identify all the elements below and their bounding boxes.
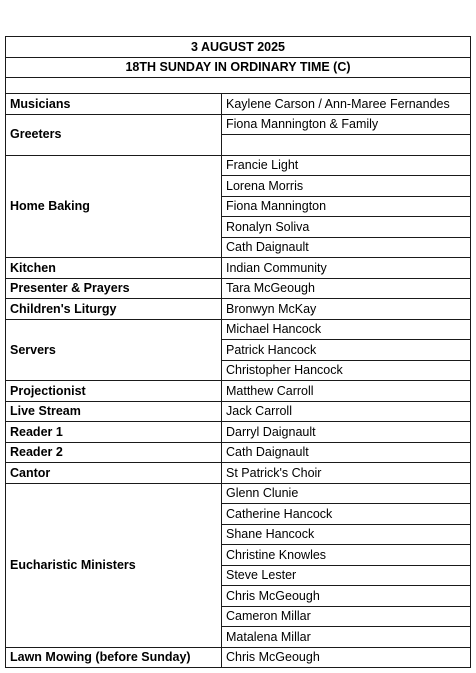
roster-row xyxy=(6,94,471,115)
role-cell: Live Stream xyxy=(6,401,222,422)
name-cell: Ronalyn Soliva xyxy=(222,217,471,238)
name-cell: Shane Hancock xyxy=(222,524,471,545)
occasion-row xyxy=(6,57,471,78)
name-cell: Cath Daignault xyxy=(222,442,471,463)
name-cell: Darryl Daignault xyxy=(222,422,471,443)
role-cell: Eucharistic Ministers xyxy=(6,483,222,647)
name-cell: Cameron Millar xyxy=(222,606,471,627)
roster-row xyxy=(6,381,471,402)
role-cell: Greeters xyxy=(6,114,222,155)
name-cell: Bronwyn McKay xyxy=(222,299,471,320)
roster-row xyxy=(6,299,471,320)
roster-occasion: 18TH SUNDAY IN ORDINARY TIME (C) xyxy=(6,57,471,78)
name-cell: Jack Carroll xyxy=(222,401,471,422)
name-cell: Matthew Carroll xyxy=(222,381,471,402)
name-cell: Christopher Hancock xyxy=(222,360,471,381)
role-cell: Kitchen xyxy=(6,258,222,279)
roster-row xyxy=(6,278,471,299)
spacer-row xyxy=(6,78,471,94)
roster-date: 3 AUGUST 2025 xyxy=(6,37,471,58)
name-cell: Glenn Clunie xyxy=(222,483,471,504)
role-cell: Reader 1 xyxy=(6,422,222,443)
name-cell: Tara McGeough xyxy=(222,278,471,299)
name-cell: Cath Daignault xyxy=(222,237,471,258)
role-cell: Servers xyxy=(6,319,222,381)
roster-row xyxy=(6,401,471,422)
roster-row xyxy=(6,647,471,668)
roster-table xyxy=(5,36,471,668)
name-cell: Francie Light xyxy=(222,155,471,176)
name-cell: Lorena Morris xyxy=(222,176,471,197)
spacer-cell xyxy=(6,78,471,94)
role-cell: Presenter & Prayers xyxy=(6,278,222,299)
name-cell: Catherine Hancock xyxy=(222,504,471,525)
name-cell: Patrick Hancock xyxy=(222,340,471,361)
name-cell: Christine Knowles xyxy=(222,545,471,566)
roster-row xyxy=(6,155,471,176)
name-cell: Fiona Mannington xyxy=(222,196,471,217)
name-cell xyxy=(222,135,471,156)
roster-row xyxy=(6,422,471,443)
role-cell: Home Baking xyxy=(6,155,222,258)
name-cell: St Patrick's Choir xyxy=(222,463,471,484)
name-cell: Indian Community xyxy=(222,258,471,279)
roster-row xyxy=(6,258,471,279)
roster-row xyxy=(6,463,471,484)
name-cell: Fiona Mannington & Family xyxy=(222,114,471,135)
role-cell: Projectionist xyxy=(6,381,222,402)
role-cell: Reader 2 xyxy=(6,442,222,463)
roster-row xyxy=(6,319,471,340)
roster-row xyxy=(6,114,471,135)
role-cell: Cantor xyxy=(6,463,222,484)
name-cell: Chris McGeough xyxy=(222,586,471,607)
name-cell: Chris McGeough xyxy=(222,647,471,668)
role-cell: Musicians xyxy=(6,94,222,115)
name-cell: Kaylene Carson / Ann-Maree Fernandes xyxy=(222,94,471,115)
name-cell: Steve Lester xyxy=(222,565,471,586)
name-cell: Michael Hancock xyxy=(222,319,471,340)
role-cell: Lawn Mowing (before Sunday) xyxy=(6,647,222,668)
role-cell: Children's Liturgy xyxy=(6,299,222,320)
name-cell: Matalena Millar xyxy=(222,627,471,648)
roster-row xyxy=(6,483,471,504)
date-row xyxy=(6,37,471,58)
roster-row xyxy=(6,442,471,463)
